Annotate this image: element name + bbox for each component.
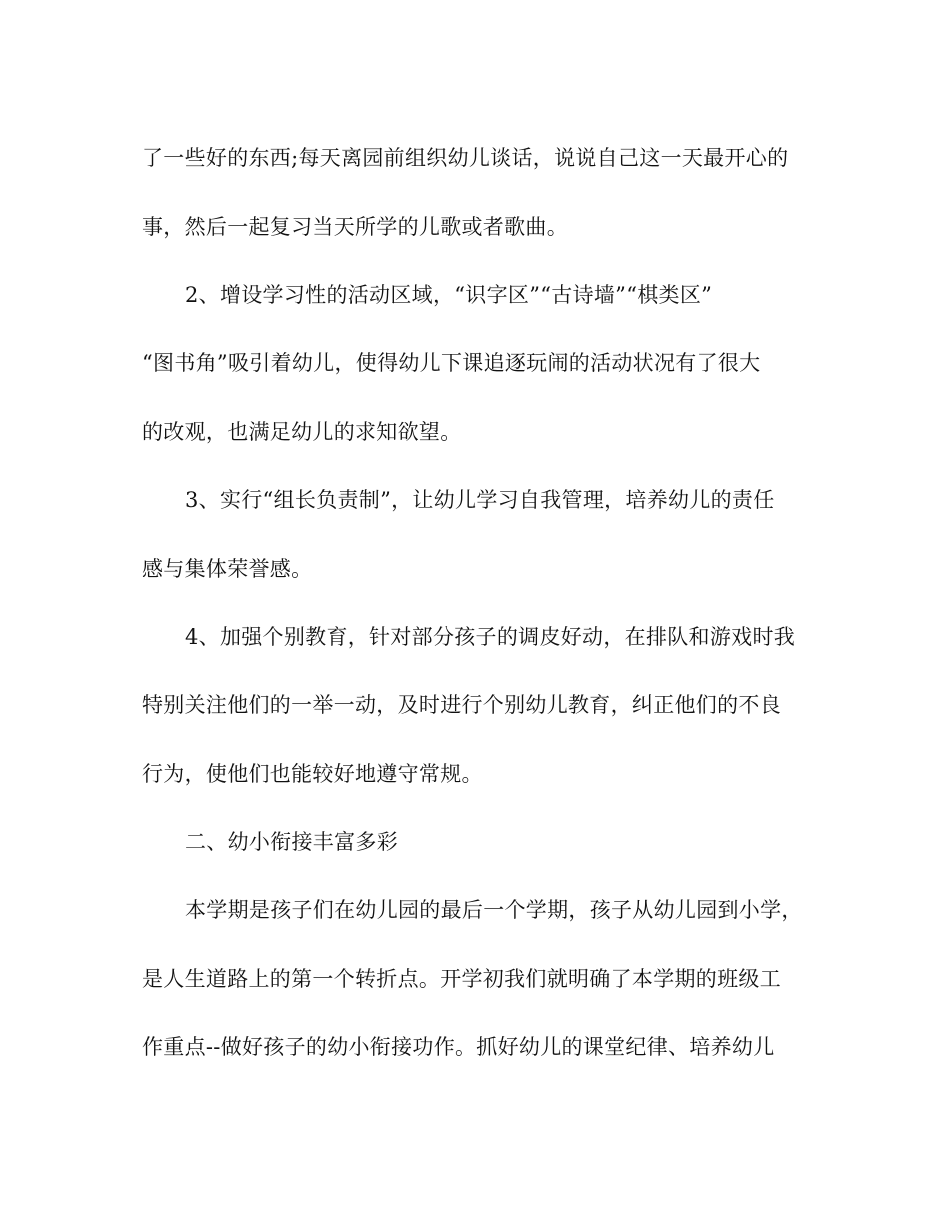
paragraph-line: 作重点--做好孩子的幼小衔接功作。抓好幼儿的课堂纪律、培养幼儿	[142, 1035, 775, 1059]
paragraph-line: 2、增设学习性的活动区域，“识字区”“古诗墙”“棋类区”	[185, 283, 713, 307]
paragraph-line: 特别关注他们的一举一动，及时进行个别幼儿教育，纠正他们的不良	[142, 693, 781, 717]
paragraph-line: 的改观，也满足幼儿的求知欲望。	[142, 420, 462, 444]
paragraph-line: 了一些好的东西;每天离园前组织幼儿谈话，说说自己这一天最开心的	[142, 146, 789, 170]
section-heading: 二、幼小衔接丰富多彩	[185, 830, 398, 854]
paragraph-line: 事，然后一起复习当天所学的儿歌或者歌曲。	[142, 215, 568, 239]
paragraph-line: 感与集体荣誉感。	[142, 557, 313, 581]
paragraph-line: 本学期是孩子们在幼儿园的最后一个学期，孩子从幼儿园到小学，	[185, 898, 803, 922]
paragraph-line: 3、实行“组长负责制”，让幼儿学习自我管理，培养幼儿的责任	[185, 488, 775, 512]
paragraph-line: 行为，使他们也能较好地遵守常规。	[142, 762, 483, 786]
paragraph-line: “图书角”吸引着幼儿，使得幼儿下课追逐玩闹的活动状况有了很大	[142, 351, 761, 375]
paragraph-line: 4、加强个别教育，针对部分孩子的调皮好动，在排队和游戏时我	[185, 625, 796, 649]
paragraph-line: 是人生道路上的第一个转折点。开学初我们就明确了本学期的班级工	[142, 967, 781, 991]
